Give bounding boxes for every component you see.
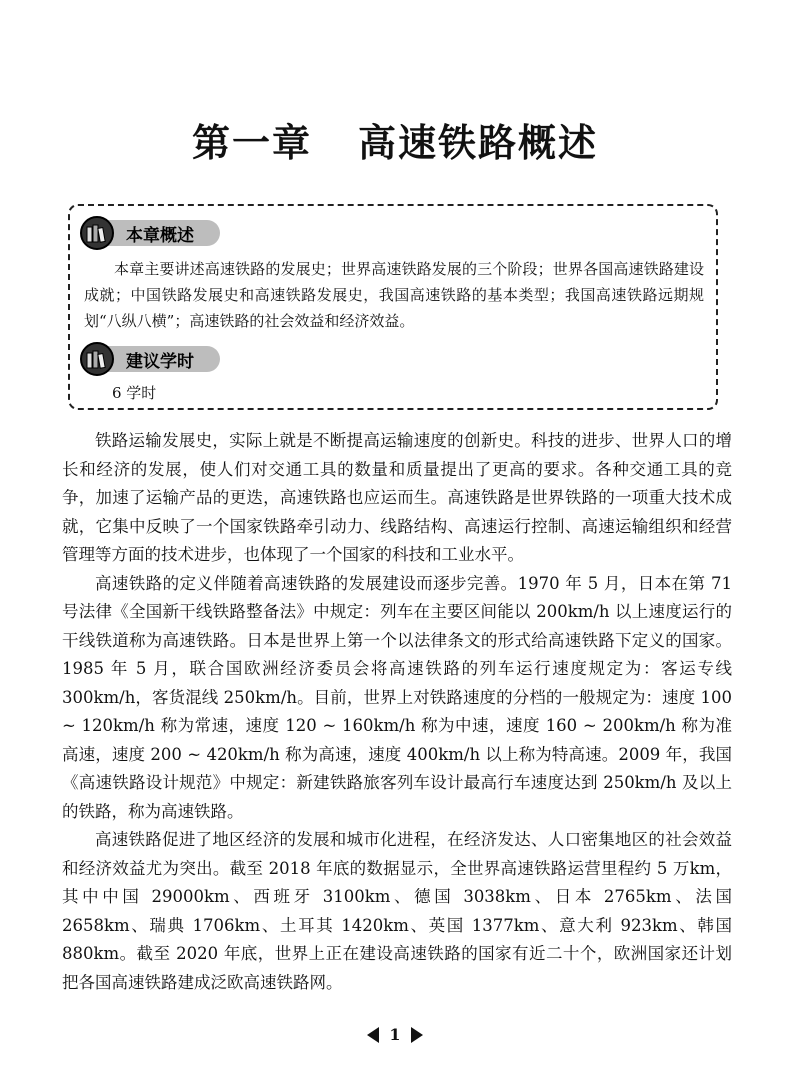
triangle-right-icon xyxy=(411,1027,423,1043)
body-text xyxy=(62,427,732,997)
page-footer xyxy=(0,1025,790,1044)
triangle-left-icon xyxy=(367,1027,379,1043)
books-icon xyxy=(80,216,114,250)
paragraph: 高速铁路促进了地区经济的发展和城市化进程，在经济发达、人口密集地区的社会效益和经济效益尤为突出。截至 2018 年底的数据显示，全世界高速铁路运营里程约 5 万km，其中中国 29000km、西班牙 3100km、德国 3038km、日本 2765km、法国 2658km、瑞典 1706km、土耳其 1420km、英国 1377km、意大利 923km、韩国 880km。截至 2020 年底，世界上正在建设高速铁路的国家有近二十个，欧洲国家还计划把各国高速铁路建成泛欧高速铁路网。 xyxy=(62,830,732,992)
chapter-number: 第一章 xyxy=(191,120,312,165)
page-number: 1 xyxy=(389,1025,401,1044)
books-icon xyxy=(80,342,114,376)
chapter-name: 高速铁路概述 xyxy=(358,120,599,165)
hours-heading xyxy=(80,344,220,374)
overview-text: 本章主要讲述高速铁路的发展史；世界高速铁路发展的三个阶段；世界各国高速铁路建设成就；中国铁路发展史和高速铁路发展史，我国高速铁路的基本类型；我国高速铁路远期规划“八纵八横”；高速铁路的社会效益和经济效益。 xyxy=(84,260,704,330)
chapter-title xyxy=(0,112,790,167)
hours-text: 6 学时 xyxy=(112,384,157,402)
paragraph: 高速铁路的定义伴随着高速铁路的发展建设而逐步完善。1970 年 5 月，日本在第 71 号法律《全国新干线铁路整备法》中规定：列车在主要区间能以 200km/h 以上速度运行的干线铁道称为高速铁路。日本是世界上第一个以法律条文的形式给高速铁路下定义的国家。1985 年 5 月，联合国欧洲经济委员会将高速铁路的列车运行速度规定为：客运专线 300km/h，客货混线 250km/h。目前，世界上对铁路速度的分档的一般规定为：速度 100 ~ 120km/h 称为常速，速度 120 ~ 160km/h 称为中速，速度 160 ~ 200km/h 称为准高速，速度 200 ~ 420km/h 称为高速，速度 400km/h 以上称为特高速。2009 年，我国《高速铁路设计规范》中规定：新建铁路旅客列车设计最高行车速度达到 250km/h 及以上的铁路，称为高速铁路。 xyxy=(62,573,732,821)
hours-heading-label: 建议学时 xyxy=(104,346,220,372)
paragraph: 铁路运输发展史，实际上就是不断提高运输速度的创新史。科技的进步、世界人口的增长和经济的发展，使人们对交通工具的数量和质量提出了更高的要求。各种交通工具的竞争，加速了运输产品的更迭，高速铁路也应运而生。高速铁路是世界铁路的一项重大技术成就，它集中反映了一个国家铁路牵引动力、线路结构、高速运行控制、高速运输组织和经营管理等方面的技术进步，也体现了一个国家的科技和工业水平。 xyxy=(62,431,732,564)
chapter-summary-box xyxy=(68,204,718,410)
overview-heading xyxy=(80,218,220,248)
overview-heading-label: 本章概述 xyxy=(104,220,220,246)
